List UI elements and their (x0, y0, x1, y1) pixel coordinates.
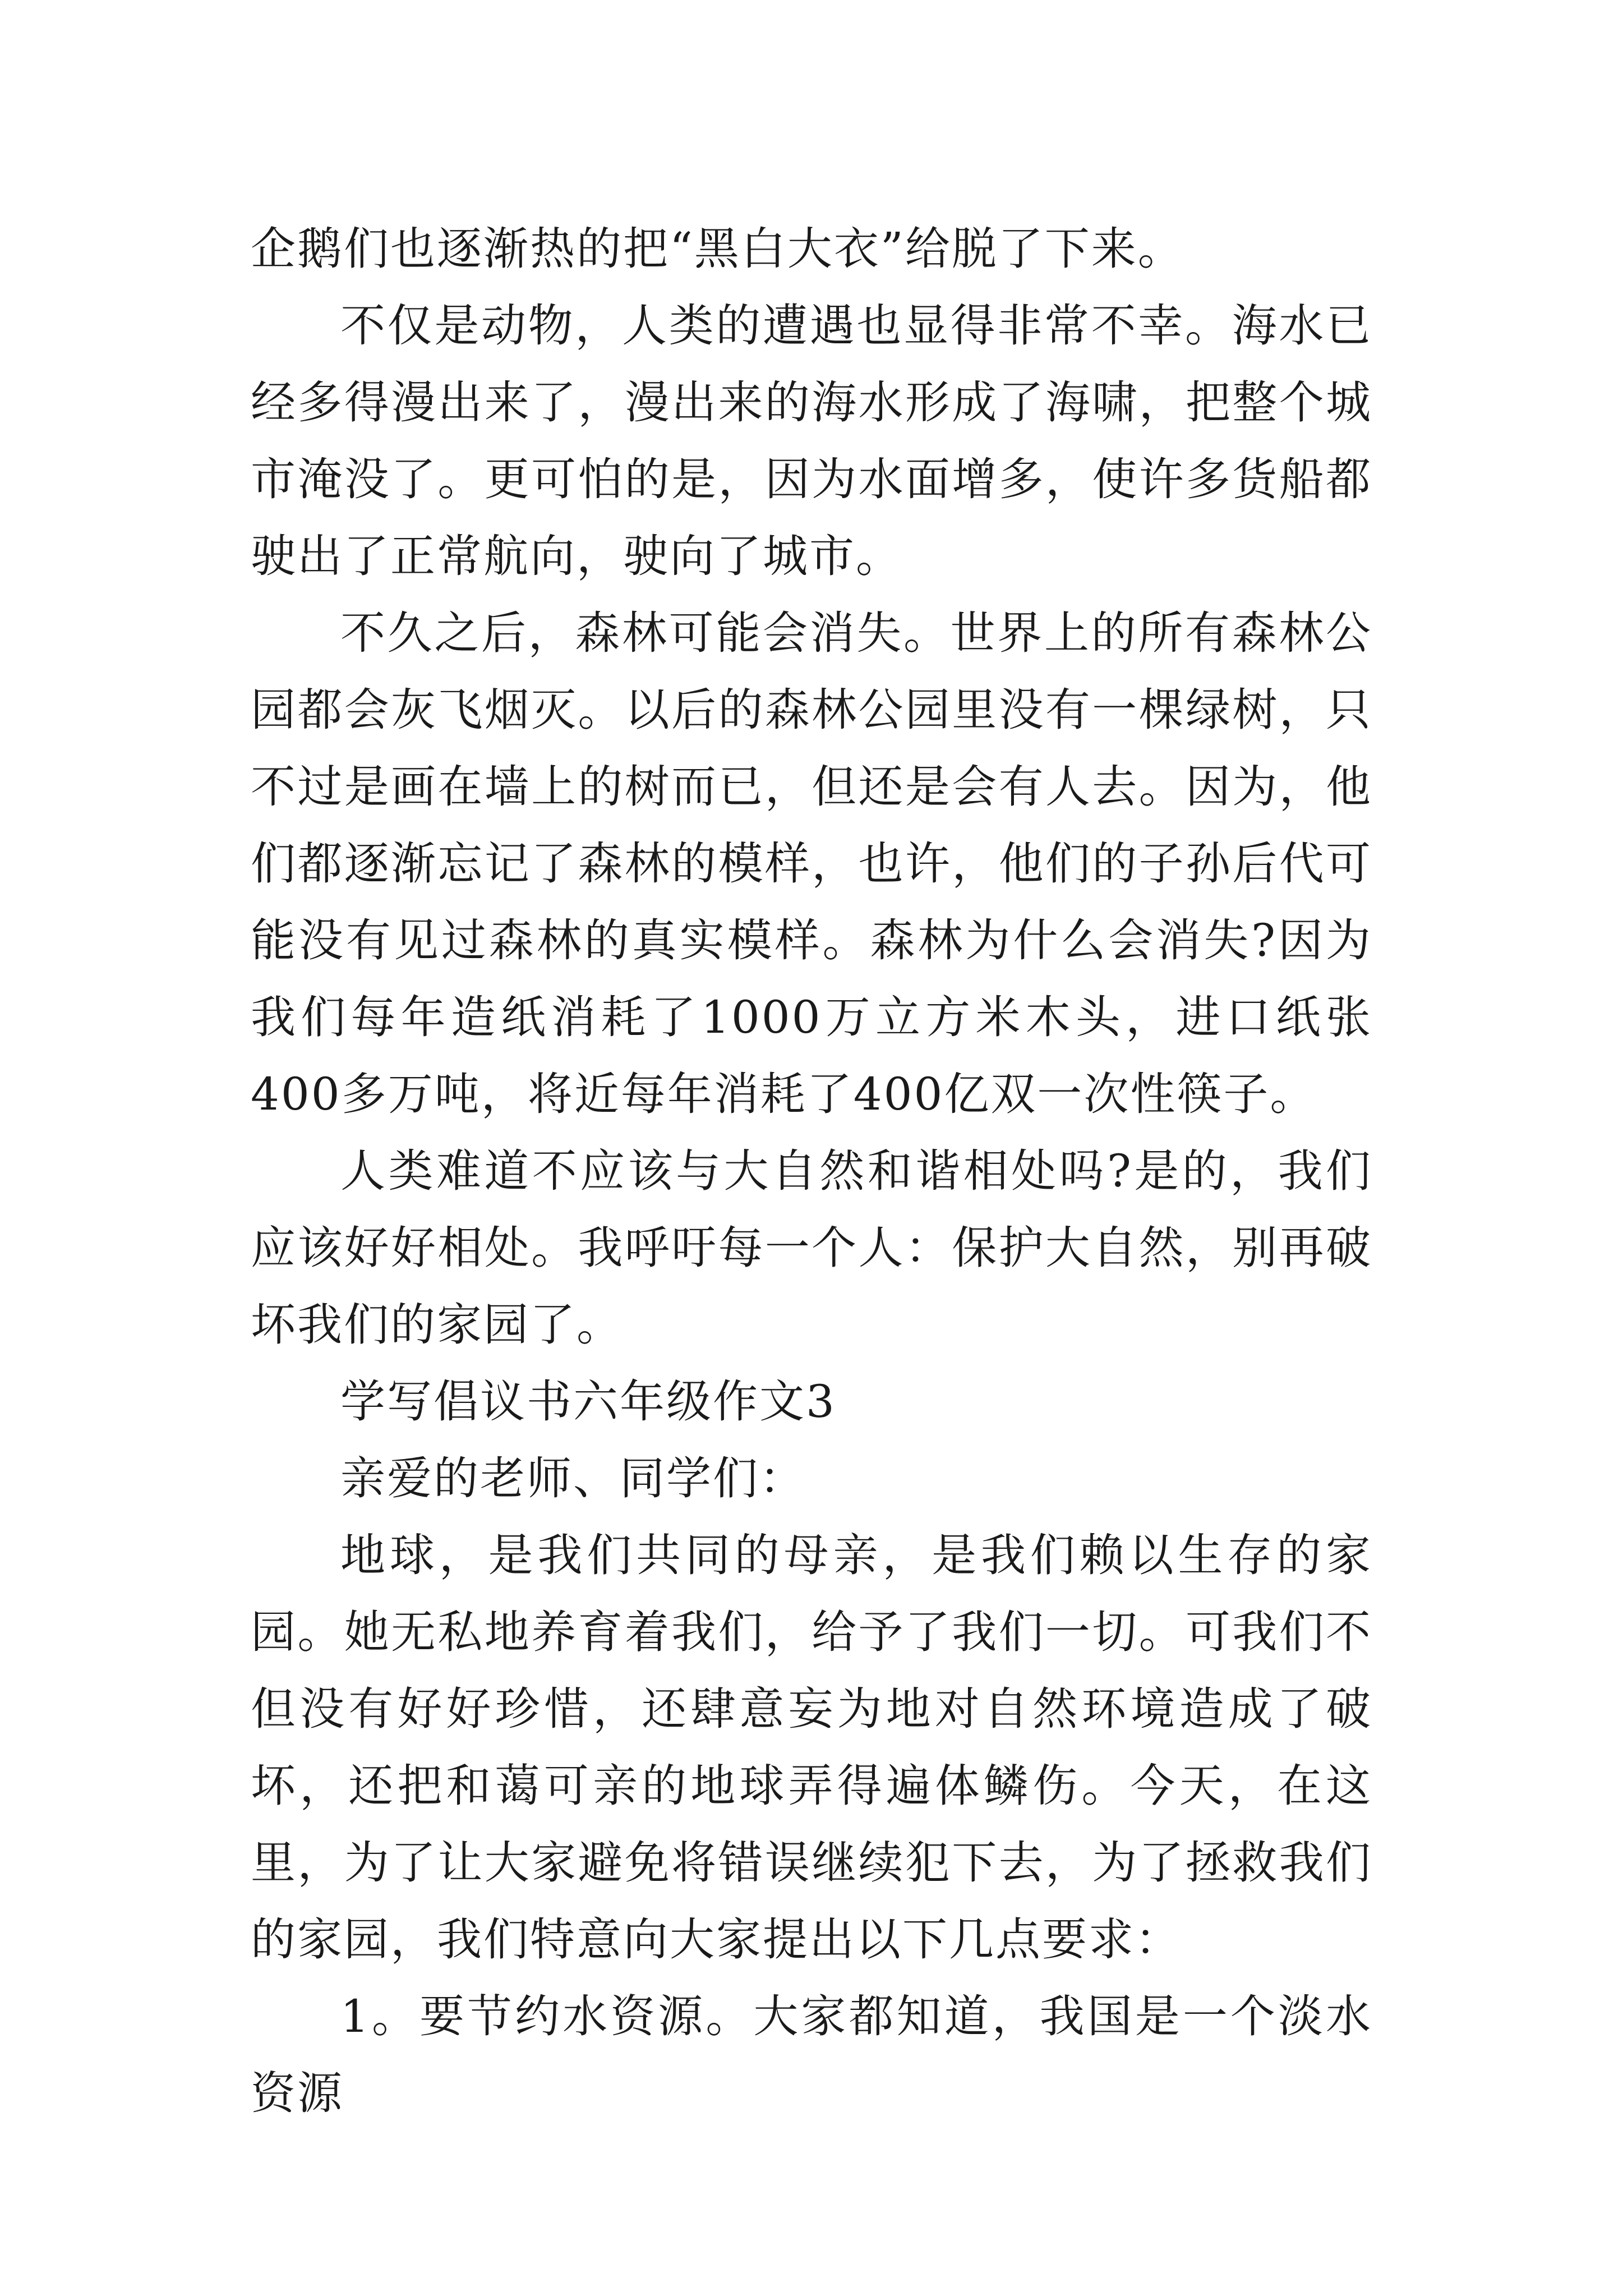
list-item-water: 1。要节约水资源。大家都知道，我国是一个淡水资源 (251, 1990, 1372, 2119)
paragraph-penguins: 企鹅们也逐渐热的把“黑白大衣”给脱了下来。 (251, 223, 1184, 275)
paragraph-humans: 不仅是动物，人类的遭遇也显得非常不幸。海水已经多得漫出来了，漫出来的海水形成了海啸，把整个城市淹没了。更可怕的是，因为水面增多，使许多货船都驶出了正常航向，驶向了城市。 (251, 300, 1372, 582)
paragraph-forest: 不久之后，森林可能会消失。世界上的所有森林公园都会灰飞烟灭。以后的森林公园里没有一棵绿树，只不过是画在墙上的树而已，但还是会有人去。因为，他们都逐渐忘记了森林的模样，也许，他们的子孙后代可能没有见过森林的真实模样。森林为什么会消失?因为我们每年造纸消耗了1000万立方米木头，进口纸张400多万吨，将近每年消耗了400亿双一次性筷子。 (251, 607, 1372, 1120)
salutation: 亲爱的老师、同学们： (340, 1452, 806, 1504)
section-heading: 学写倡议书六年级作文3 (340, 1375, 836, 1428)
paragraph-earth: 地球，是我们共同的母亲，是我们赖以生存的家园。她无私地养育着我们，给予了我们一切。可我们不但没有好好珍惜，还肆意妄为地对自然环境造成了破坏，还把和蔼可亲的地球弄得遍体鳞伤。今天，在这里，为了让大家避免将错误继续犯下去，为了拯救我们的家园，我们特意向大家提出以下几点要求： (251, 1529, 1372, 1966)
paragraph-harmony: 人类难道不应该与大自然和谐相处吗?是的，我们应该好好相处。我呼吁每一个人：保护大自然，别再破坏我们的家园了。 (251, 1145, 1372, 1351)
document-body (251, 210, 1372, 2132)
